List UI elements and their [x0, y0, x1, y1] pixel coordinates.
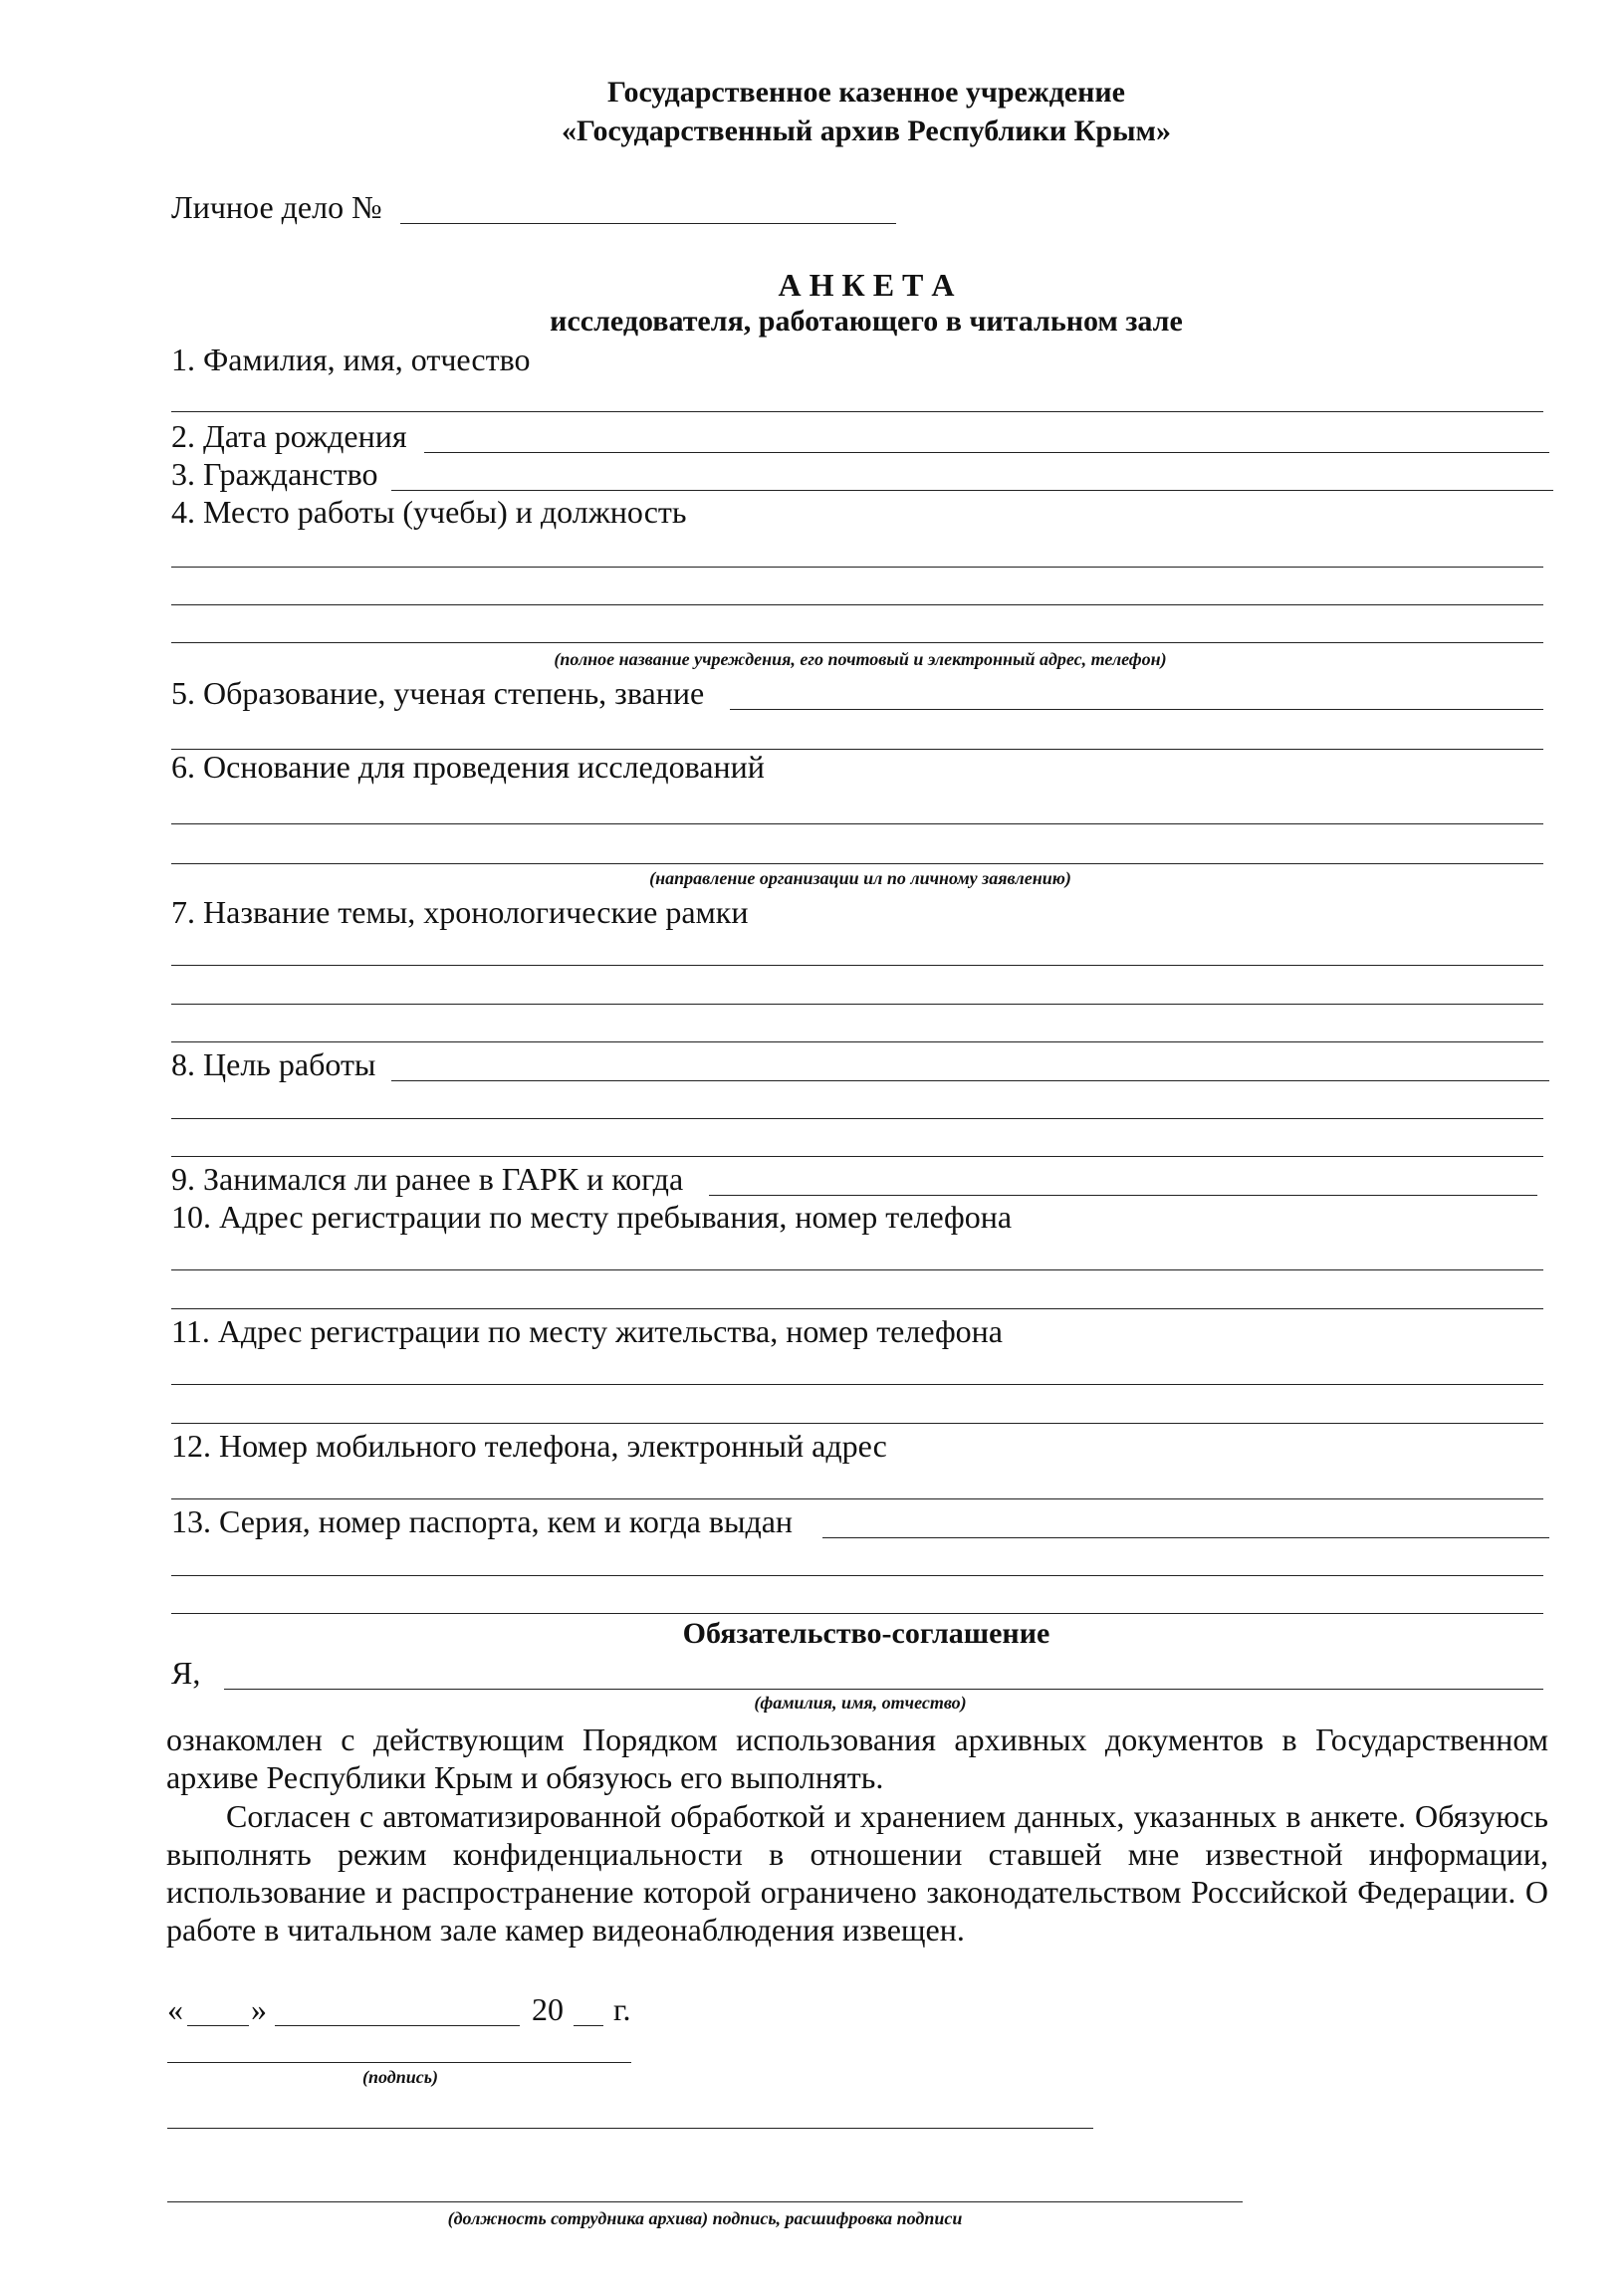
field-7-line-3[interactable] — [171, 1041, 1543, 1042]
field-7-label: 7. Название темы, хронологические рамки — [171, 894, 749, 930]
signature-caption: (подпись) — [362, 2067, 438, 2087]
field-4-caption: (полное название учреждения, его почтовый и электронный адрес, телефон) — [554, 649, 1167, 669]
field-11-line-2[interactable] — [171, 1423, 1543, 1424]
date-open-quote: « — [167, 1991, 183, 2027]
institution-name: Государственное казенное учреждение — [607, 76, 1125, 109]
field-6-line-1[interactable] — [171, 823, 1543, 824]
agreement-ya: Я, — [171, 1655, 201, 1691]
agreement-title: Обязательство-соглашение — [682, 1617, 1050, 1650]
field-10-label: 10. Адрес регистрации по месту пребывания, номер телефона — [171, 1199, 1013, 1235]
case-number-field[interactable] — [400, 223, 896, 224]
date-day-field[interactable] — [187, 2025, 249, 2026]
field-7-line-1[interactable] — [171, 965, 1543, 966]
field-4-line-2[interactable] — [171, 604, 1543, 605]
staff-line-2[interactable] — [167, 2201, 1243, 2202]
field-13-line-2[interactable] — [171, 1575, 1543, 1576]
field-13-label: 13. Серия, номер паспорта, кем и когда выдан — [171, 1503, 794, 1539]
date-year-suffix: г. — [613, 1991, 631, 2027]
archive-name: «Государственный архив Республики Крым» — [562, 115, 1171, 147]
field-4-label: 4. Место работы (учебы) и должность — [171, 494, 687, 530]
field-7-line-2[interactable] — [171, 1004, 1543, 1005]
agreement-name-line[interactable] — [224, 1689, 1543, 1690]
agreement-paragraph-1: ознакомлен с действующим Порядком использования архивных документов в Государственном архиве Республики Крым и обязуюсь его выполнять. — [166, 1722, 1548, 1795]
form-title: А Н К Е Т А — [778, 267, 955, 303]
field-2-label: 2. Дата рождения — [171, 418, 407, 454]
field-1-line[interactable] — [171, 411, 1543, 412]
field-13-line-1[interactable] — [822, 1537, 1549, 1538]
field-12-label: 12. Номер мобильного телефона, электронный адрес — [171, 1428, 887, 1464]
date-year-field[interactable] — [574, 2025, 603, 2026]
field-1-label: 1. Фамилия, имя, отчество — [171, 342, 531, 377]
form-subtitle: исследователя, работающего в читальном зале — [550, 305, 1183, 338]
date-month-field[interactable] — [275, 2025, 520, 2026]
field-11-line-1[interactable] — [171, 1384, 1543, 1385]
field-5-line-1[interactable] — [730, 709, 1543, 710]
staff-line-1[interactable] — [167, 2128, 1093, 2129]
date-year-prefix: 20 — [532, 1991, 564, 2027]
date-close-quote: » — [251, 1991, 267, 2027]
field-8-line-1[interactable] — [391, 1080, 1549, 1081]
field-8-label: 8. Цель работы — [171, 1046, 376, 1082]
field-9-label: 9. Занимался ли ранее в ГАРК и когда — [171, 1161, 684, 1197]
signature-line[interactable] — [167, 2062, 631, 2063]
field-6-label: 6. Основание для проведения исследований — [171, 749, 765, 785]
field-3-label: 3. Гражданство — [171, 456, 378, 492]
field-11-label: 11. Адрес регистрации по месту жительства, номер телефона — [171, 1313, 1003, 1349]
field-4-line-1[interactable] — [171, 567, 1543, 568]
field-5-label: 5. Образование, ученая степень, звание — [171, 675, 705, 711]
field-2-line[interactable] — [424, 452, 1549, 453]
field-6-line-2[interactable] — [171, 863, 1543, 864]
field-10-line-2[interactable] — [171, 1308, 1543, 1309]
case-number-label: Личное дело № — [171, 189, 382, 225]
field-9-line[interactable] — [709, 1195, 1537, 1196]
field-8-line-2[interactable] — [171, 1118, 1543, 1119]
field-8-line-3[interactable] — [171, 1156, 1543, 1157]
agreement-name-caption: (фамилия, имя, отчество) — [754, 1693, 967, 1713]
field-3-line[interactable] — [391, 490, 1553, 491]
field-10-line-1[interactable] — [171, 1269, 1543, 1270]
field-4-line-3[interactable] — [171, 642, 1543, 643]
field-12-line[interactable] — [171, 1498, 1543, 1499]
staff-caption: (должность сотрудника архива) подпись, расшифровка подписи — [447, 2208, 963, 2228]
agreement-paragraph-2: Согласен с автоматизированной обработкой и хранением данных, указанных в анкете. Обязуюсь выполнять режим конфиденциальности в отношении ставшей мне известной информации, использование и распространение которой ограничено законодательством Российской Федерации. О работе в читальном зале камер видеонаблюдения извещен. — [166, 1798, 1548, 1948]
field-6-caption: (направление организации ил по личному заявлению) — [649, 868, 1071, 888]
field-13-line-3[interactable] — [171, 1613, 1543, 1614]
